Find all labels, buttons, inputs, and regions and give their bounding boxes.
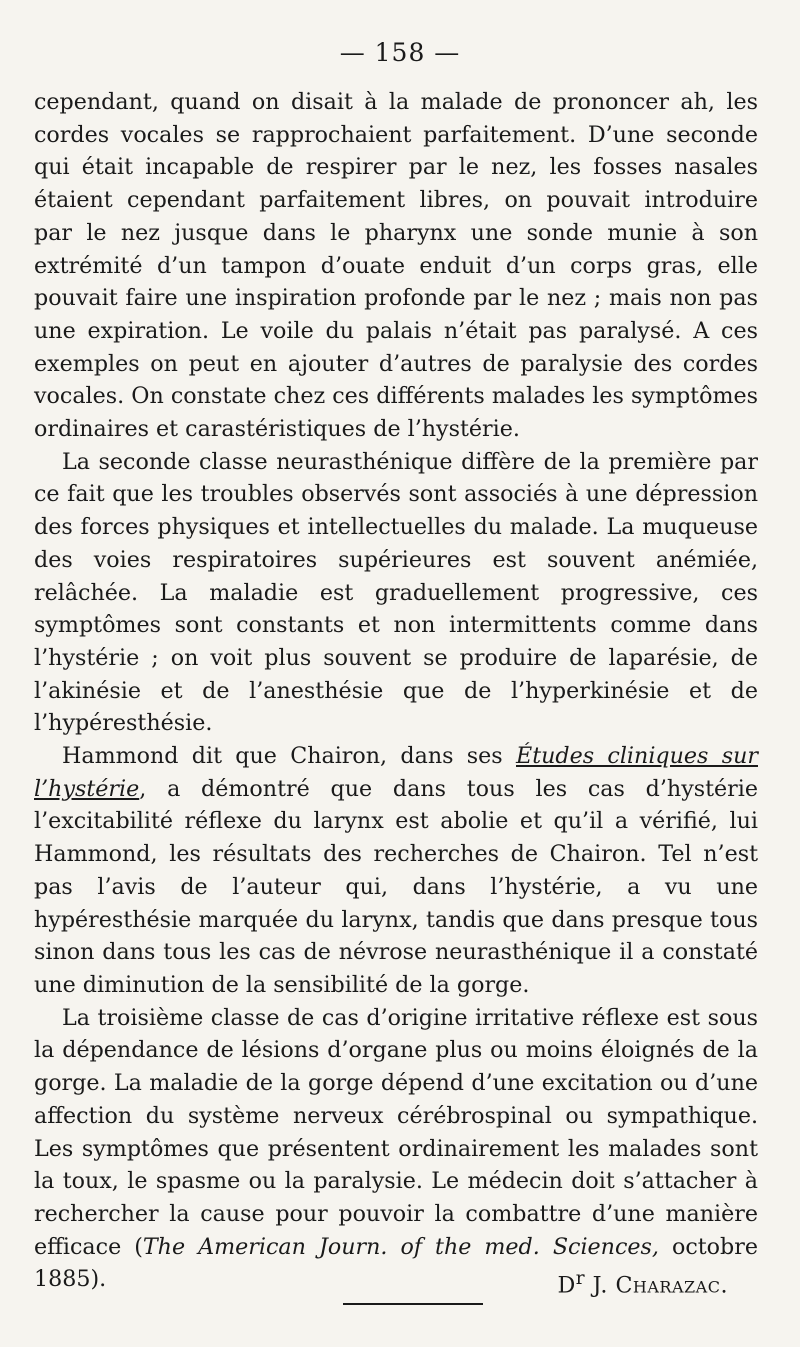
paragraph-reflex-body: La troisième classe de cas d’origine irritative réflexe est sous la dépendance de lésions d’organe plus ou moins éloignés de la gorge. La maladie de la gorge dépend d’une excitation ou d’une affection du système nerveux cérébrospinal ou sympathique. Les symptômes que présentent ordinairement les malades sont la toux, le spasme ou la paralysie. Le médecin doit s’attacher à rechercher la cause pour pouvoir la combattre d’une manière efficace ( [34, 1004, 758, 1260]
signature-name: J. Charazac. [585, 1272, 728, 1299]
paragraph-reflex-class [34, 1002, 758, 1299]
body-text [34, 86, 758, 1302]
paragraph-neurasthenic-class: La seconde classe neurasthénique diffère de la première par ce fait que les troubles observés sont associés à une dépression des forces physiques et intellectuelles du malade. La muqueuse des voies respiratoires supérieures est souvent anémiée, relâchée. La maladie est graduellement progressive, ces symptômes sont constants et non intermittents comme dans l’hystérie ; on voit plus souvent se produire de laparésie, de l’akinésie et de l’anesthésie que de l’hyperkinésie et de l’hypéresthésie. [34, 448, 758, 737]
paragraph-hammond-body: , a démontré que dans tous les cas d’hystérie l’excitabilité réflexe du larynx est abolie et qu’il a vérifié, lui Hammond, les résultats des recherches de Chairon. Tel n’est pas l’avis de l’auteur qui, dans l’hystérie, a vu une hypéresthésie marquée du larynx, tandis que dans presque tous sinon dans tous les cas de névrose neurasthénique il a constaté une diminution de la sensibilité de la gorge. [34, 775, 758, 998]
journal-citation: The American Journ. of the med. Sciences, [142, 1233, 659, 1260]
paragraph-hammond [34, 740, 758, 1002]
paragraph-hysteria-examples: cependant, quand on disait à la malade de prononcer ah, les cordes vocales se rapprochaient parfaitement. D’une seconde qui était incapable de respirer par le nez, les fosses nasales étaient cependant parfaitement libres, on pouvait introduire par le nez jusque dans le pharynx une sonde munie à son extrémité d’un tampon d’ouate enduit d’un corps gras, elle pouvait faire une inspiration profonde par le nez ; mais non pas une expiration. Le voile du palais n’était pas paralysé. A ces exemples on peut en ajouter d’autres de paralysie des cordes vocales. On constate chez ces différents malades les symptômes ordinaires et carastéristiques de l’hystérie. [34, 89, 758, 443]
signature-prefix: D [557, 1272, 576, 1299]
citation-date: octobre 1885). [34, 1233, 758, 1293]
book-title: Études cliniques sur l’hystérie [34, 743, 758, 802]
closing-rule [343, 1303, 483, 1305]
signature-superscript: r [575, 1268, 586, 1290]
page-number: — 158 — [339, 38, 461, 67]
author-signature [529, 1263, 758, 1302]
paragraph-hammond-intro: Hammond dit que Chairon, dans ses [62, 743, 516, 770]
